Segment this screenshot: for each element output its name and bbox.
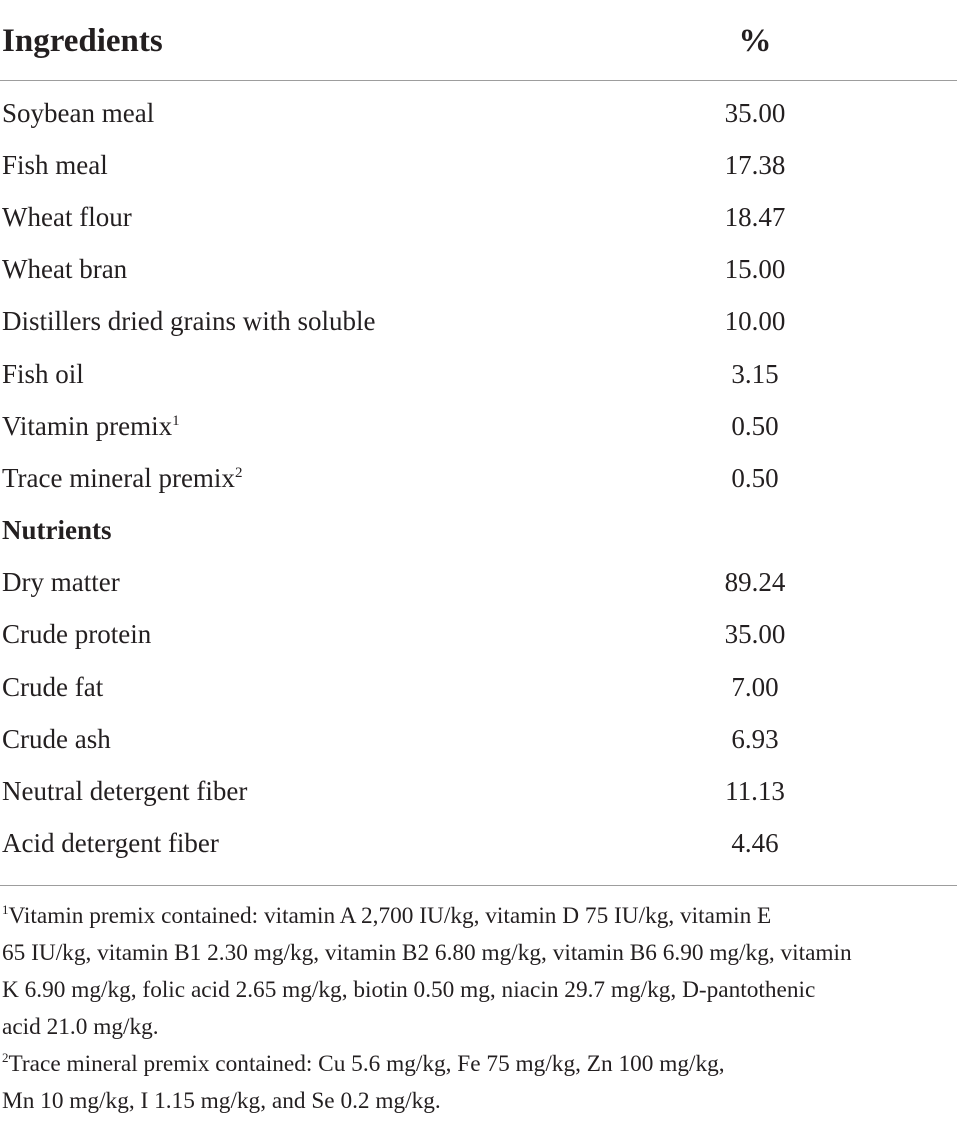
header-ingredients: Ingredients bbox=[2, 23, 163, 59]
ingredient-value: 0.50 bbox=[731, 410, 779, 441]
table-row bbox=[0, 818, 957, 870]
table-row bbox=[0, 452, 957, 504]
table-row bbox=[0, 609, 957, 661]
ingredient-value: 35.00 bbox=[724, 97, 786, 128]
ingredient-value: 0.50 bbox=[731, 462, 779, 493]
footnote-marker: 1 bbox=[172, 412, 180, 429]
ingredient-value: 10.00 bbox=[724, 306, 786, 337]
ingredient-value: 3.15 bbox=[731, 358, 779, 389]
nutrient-value: 89.24 bbox=[724, 567, 786, 598]
footnotes bbox=[0, 886, 957, 1120]
footnote-marker: 2 bbox=[234, 464, 243, 481]
table-row bbox=[0, 139, 957, 191]
table-row bbox=[0, 661, 957, 713]
table-header bbox=[0, 0, 957, 81]
table-row bbox=[0, 87, 957, 139]
table-row bbox=[0, 348, 957, 400]
nutrient-name: Crude protein bbox=[2, 619, 152, 650]
ingredient-name bbox=[0, 411, 600, 442]
ingredient-label: Trace mineral premix bbox=[2, 462, 235, 493]
nutrient-value: 11.13 bbox=[725, 776, 785, 807]
nutrient-value: 7.00 bbox=[731, 671, 779, 702]
nutrient-name: Crude ash bbox=[2, 723, 111, 754]
nutrient-value: 4.46 bbox=[731, 828, 779, 859]
table-row bbox=[0, 400, 957, 452]
ingredient-name: Soybean meal bbox=[2, 97, 155, 128]
footnote-line: Trace mineral premix contained: Cu 5.6 mg/kg, Fe 75 mg/kg, Zn 100 mg/kg, bbox=[8, 1050, 725, 1077]
ingredient-value: 15.00 bbox=[724, 254, 786, 285]
ingredient-value: 18.47 bbox=[724, 201, 786, 232]
footnote-line: acid 21.0 mg/kg. bbox=[2, 1013, 159, 1040]
section-heading-row bbox=[0, 505, 957, 557]
ingredient-name: Wheat flour bbox=[2, 201, 132, 232]
table-row bbox=[0, 765, 957, 817]
nutrient-name: Acid detergent fiber bbox=[2, 828, 219, 859]
ingredient-name: Fish oil bbox=[2, 358, 84, 389]
nutrients-heading: Nutrients bbox=[2, 515, 112, 546]
ingredient-name: Wheat bran bbox=[2, 254, 128, 285]
ingredient-name: Distillers dried grains with soluble bbox=[2, 306, 376, 337]
table-row bbox=[0, 244, 957, 296]
footnote-line: Mn 10 mg/kg, I 1.15 mg/kg, and Se 0.2 mg/kg. bbox=[2, 1087, 441, 1114]
table-row bbox=[0, 296, 957, 348]
table-row bbox=[0, 557, 957, 609]
ingredient-name: Fish meal bbox=[2, 149, 108, 180]
footnote-marker: 2 bbox=[2, 1050, 9, 1066]
ingredient-name bbox=[0, 463, 600, 494]
nutrient-name: Dry matter bbox=[2, 567, 120, 598]
nutrient-name: Neutral detergent fiber bbox=[2, 776, 248, 807]
nutrient-value: 6.93 bbox=[731, 723, 779, 754]
header-percent: % bbox=[738, 23, 772, 59]
table-row bbox=[0, 713, 957, 765]
nutrient-value: 35.00 bbox=[724, 619, 786, 650]
ingredient-label: Vitamin premix bbox=[2, 410, 173, 441]
table-body bbox=[0, 81, 957, 870]
table-row bbox=[0, 191, 957, 243]
nutrient-name: Crude fat bbox=[2, 671, 104, 702]
footnote-line: K 6.90 mg/kg, folic acid 2.65 mg/kg, biotin 0.50 mg, niacin 29.7 mg/kg, D-pantothenic bbox=[2, 976, 816, 1003]
ingredient-value: 17.38 bbox=[724, 149, 786, 180]
footnote-line: Vitamin premix contained: vitamin A 2,700 IU/kg, vitamin D 75 IU/kg, vitamin E bbox=[8, 902, 772, 929]
footnote-marker: 1 bbox=[2, 902, 9, 918]
footnote-vitamin-premix bbox=[2, 898, 955, 1046]
footnote-trace-mineral-premix bbox=[2, 1046, 955, 1120]
footnote-line: 65 IU/kg, vitamin B1 2.30 mg/kg, vitamin B2 6.80 mg/kg, vitamin B6 6.90 mg/kg, vitamin bbox=[2, 939, 852, 966]
